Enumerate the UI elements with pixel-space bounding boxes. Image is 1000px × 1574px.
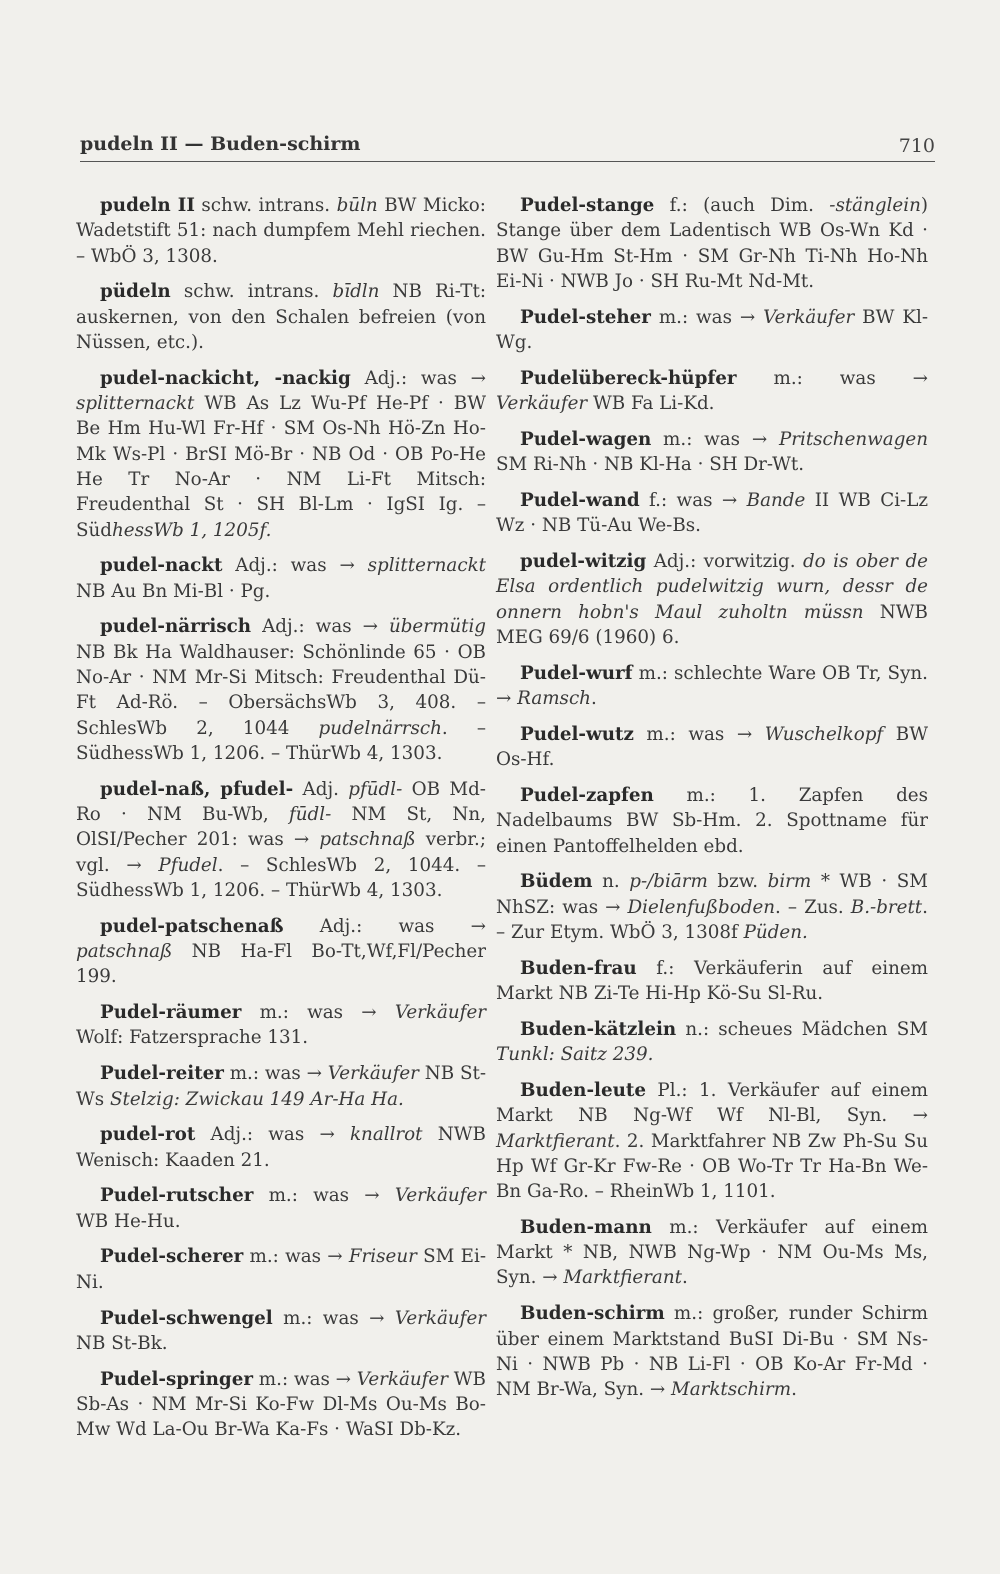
entry-italic-text: Pritschenwagen <box>778 428 928 450</box>
entry-text: ) Stange über dem Ladentisch WB Os-Wn Kd · BW Gu-Hm St-Hm · SM Gr-Nh Ti-Nh Ho-Nh Ei-Ni · NWB Jo · SH Ru-Mt Nd-Mt. <box>496 195 928 292</box>
entry-italic-text: Pfudel <box>158 854 218 876</box>
entry-text: NB Ha-Fl Bo-Tt,Wf,Fl/Pecher 199. <box>76 941 486 988</box>
entry-text: BW Micko: Wadetstift 51: nach dumpfem Mehl riechen. – WbÖ 3, 1308. <box>76 195 486 267</box>
entry-text: Adj.: vorwitzig. <box>646 551 803 573</box>
entry-text: BW Os-Hf. <box>496 723 928 771</box>
entry-headword: Pudel-räumer <box>100 1002 242 1024</box>
entry-italic-text: Marktfierant <box>496 1130 615 1152</box>
entry-italic-text: Friseur <box>348 1246 417 1268</box>
entry-text: * WB · SM NhSZ: was → <box>496 871 928 918</box>
dictionary-entry <box>496 193 928 294</box>
entry-text: n. <box>592 871 630 893</box>
entry-italic-text: Bande <box>746 489 806 511</box>
entry-text: WB Fa Li-Kd. <box>587 393 715 415</box>
entry-italic-text: pfūdl- <box>348 778 403 800</box>
entry-text: . <box>681 1267 688 1289</box>
entry-headword: Pudel-rutscher <box>100 1185 254 1207</box>
entry-text: schw. intrans. <box>194 195 337 216</box>
entry-text: m.: was → <box>650 306 764 328</box>
entry-italic-text: übermütig <box>388 616 486 638</box>
entry-italic-text: B.-brett <box>850 896 923 918</box>
entry-text: Adj.: was → <box>195 1124 350 1146</box>
entry-italic-text: splitternackt <box>76 393 195 415</box>
left-column <box>76 193 486 1453</box>
dictionary-entry <box>496 783 928 859</box>
entry-text: f.: (auch Dim. <box>654 195 830 216</box>
entry-text: Pl.: 1. Verkäufer auf einem Markt NB Ng-Wf Wf Nl-Bl, Syn. → <box>496 1079 928 1127</box>
entry-text: m.: schlechte Ware OB Tr, Syn. → <box>496 662 928 710</box>
right-column <box>496 193 928 1413</box>
entry-text: NWB MEG 69/6 (1960) 6. <box>496 601 928 648</box>
entry-text: m.: was → <box>252 1368 357 1390</box>
entry-italic-text: pudelnärrsch <box>318 717 442 739</box>
running-header <box>80 133 935 163</box>
dictionary-entry <box>76 553 486 604</box>
entry-italic-text: knallrot <box>349 1124 423 1146</box>
entry-headword: Buden-leute <box>520 1079 646 1101</box>
entry-text: . – Zur Etym. WbÖ 3, 1308f <box>496 896 928 943</box>
entry-italic-text: Marktfierant <box>563 1267 682 1289</box>
entry-italic-text: Ramsch <box>517 688 591 710</box>
dictionary-entry <box>496 1215 928 1291</box>
entry-headword: püdeln <box>100 281 171 303</box>
entry-headword: Pudel-reiter <box>100 1063 224 1085</box>
dictionary-entry <box>76 914 486 990</box>
entry-text: Adj.: was → <box>350 367 486 389</box>
entry-text: NM St, Nn, OlSI/Pecher 201: was → <box>76 804 486 851</box>
entry-italic-text: Verkäufer <box>394 1307 486 1329</box>
dictionary-entry <box>76 193 486 269</box>
dictionary-entry <box>496 549 928 650</box>
dictionary-entry <box>496 488 928 539</box>
entry-text: NB Bk Ha Waldhauser: Schönlinde 65 · OB No-Ar · NM Mr-Si Mitsch: Freudenthal Dü-Ft Ad-Rö. – ObersächsWb 3, 408. – SchlesWb 2, 1044 <box>76 641 486 739</box>
entry-text: WB He-Hu. <box>76 1210 181 1232</box>
entry-italic-text: hessWb 1, 1205f. <box>112 519 272 541</box>
entry-text: . 2. Marktfahrer NB Zw Ph-Su Su Hp Wf Gr-Kr Fw-Re · OB Wo-Tr Tr Ha-Bn We-Bn Ga-Ro. – RheinWb 1, 1101. <box>496 1130 928 1203</box>
entry-headword: pudel-patschenaß <box>100 915 284 937</box>
entry-text: m.: was → <box>651 428 779 450</box>
entry-text: NB St-Bk. <box>76 1332 168 1354</box>
entry-text: m.: was → <box>223 1063 328 1085</box>
entry-text: m.: Verkäufer auf einem Markt * NB, NWB Ng-Wp · NM Ou-Ms Ms, Syn. → <box>496 1216 928 1289</box>
dictionary-entry <box>76 279 486 355</box>
entry-headword: Pudel-springer <box>100 1368 253 1390</box>
entry-text: n.: scheues Mädchen SM <box>676 1018 928 1040</box>
entry-headword: pudel-närrisch <box>100 616 252 638</box>
entry-text: Adj.: was → <box>283 915 486 937</box>
entry-italic-text: Verkäufer <box>496 393 588 415</box>
entry-headword: pudel-witzig <box>520 551 647 573</box>
entry-italic-text: Verkäufer <box>394 1185 486 1207</box>
entry-headword: Buden-kätzlein <box>520 1018 677 1040</box>
entry-headword: Pudelübereck-hüpfer <box>520 367 737 389</box>
entry-text: m.: 1. Zapfen des Nadelbaums BW Sb-Hm. 2. Spottname für einen Pantoffelhelden ebd. <box>496 784 928 857</box>
entry-headword: Buden-mann <box>520 1216 652 1238</box>
entry-italic-text: p-/biārm <box>629 871 708 893</box>
entry-headword: pudel-rot <box>100 1124 196 1146</box>
dictionary-entry <box>76 614 486 766</box>
entry-text: Adj.: was → <box>251 616 389 638</box>
entry-italic-text: Verkäufer <box>763 306 855 328</box>
header-rule <box>80 161 935 162</box>
entry-headword: Pudel-wurf <box>520 662 633 684</box>
entry-italic-text: Verkäufer <box>394 1002 486 1024</box>
entry-text: verbr.; vgl. → <box>76 829 486 876</box>
entry-text: WB Sb-As · NM Mr-Si Ko-Fw Dl-Ms Ou-Ms Bo-Mw Wd La-Ou Br-Wa Ka-Fs · WaSI Db-Kz. <box>76 1368 486 1441</box>
entry-text: . – Zus. <box>775 896 851 918</box>
entry-italic-text: Wuschelkopf <box>764 723 884 745</box>
page-number: 710 <box>898 135 935 157</box>
dictionary-entry <box>496 956 928 1007</box>
entry-headword: Pudel-steher <box>520 306 651 328</box>
entry-italic-text: patschnaß <box>76 941 173 963</box>
entry-text: SM Ei-Ni. <box>76 1246 487 1293</box>
entry-text: Adj.: was → <box>222 555 368 577</box>
dictionary-entry <box>496 305 928 356</box>
dictionary-entry <box>76 1061 486 1112</box>
entry-italic-text: splitternackt <box>367 555 486 577</box>
running-title: pudeln II — Buden-schirm <box>80 133 361 155</box>
entry-text: m.: was → <box>736 367 928 389</box>
dictionary-entry <box>76 1367 486 1443</box>
entry-text: . <box>791 1379 797 1401</box>
entry-headword: Buden-schirm <box>520 1303 665 1325</box>
entry-italic-text: Marktschirm <box>670 1379 792 1401</box>
entry-headword: pudel-naß, pfudel- <box>100 778 294 800</box>
dictionary-entry <box>496 661 928 712</box>
entry-italic-text: Verkäufer <box>327 1063 419 1085</box>
entry-text: . <box>590 688 597 710</box>
entry-text: schw. intrans. <box>170 281 333 303</box>
dictionary-entry <box>76 1306 486 1357</box>
entry-text: WB As Lz Wu-Pf He-Pf · BW Be Hm Hu-Wl Fr-Hf · SM Os-Nh Hö-Zn Ho-Mk Ws-Pl · BrSI Mö-Br · NB Od · OB Po-He He Tr No-Ar · NM Li-Ft Mitsch: Freudenthal St · SH Bl-Lm · IgSI Ig. – Süd <box>76 393 486 541</box>
dictionary-entry <box>76 777 486 903</box>
entry-italic-text: Tunkl: Saitz 239. <box>496 1044 654 1066</box>
entry-italic-text: -stänglein <box>829 195 921 216</box>
dictionary-entry <box>76 1122 486 1173</box>
entry-italic-text: Stelzig: Zwickau 149 Ar-Ha Ha. <box>109 1088 404 1110</box>
dictionary-entry <box>76 1000 486 1051</box>
entry-text: m.: was → <box>243 1246 349 1268</box>
entry-text: m.: was → <box>253 1185 395 1207</box>
entry-headword: pudel-nackicht, -nackig <box>100 367 351 389</box>
entry-text: m.: was → <box>241 1002 395 1024</box>
entry-headword: Buden-frau <box>520 957 637 979</box>
entry-headword: pudel-nackt <box>100 555 223 577</box>
entry-text: BW Kl-Wg. <box>496 306 928 353</box>
entry-italic-text: bīdln <box>332 281 380 303</box>
entry-text: NB Au Bn Mi-Bl · Pg. <box>76 580 271 602</box>
entry-headword: Pudel-zapfen <box>520 784 654 806</box>
entry-text: f.: Verkäuferin auf einem Markt NB Zi-Te Hi-Hp Kö-Su Sl-Ru. <box>496 957 928 1005</box>
entry-text: . – SchlesWb 2, 1044. – SüdhessWb 1, 1206. – ThürWb 4, 1303. <box>76 854 486 901</box>
dictionary-entry <box>496 1301 928 1402</box>
entry-text: m.: was → <box>633 723 765 745</box>
entry-headword: Büdem <box>520 871 593 893</box>
dictionary-entry <box>496 427 928 478</box>
dictionary-entry <box>496 1017 928 1068</box>
entry-text: OB Md-Ro · NM Bu-Wb, <box>76 778 486 826</box>
dictionary-entry <box>496 366 928 417</box>
entry-italic-text: Verkäufer <box>356 1368 448 1390</box>
entry-italic-text: fūdl- <box>288 804 332 826</box>
entry-text: . – SüdhessWb 1, 1206. – ThürWb 4, 1303. <box>76 717 486 764</box>
dictionary-entry <box>496 1078 928 1204</box>
entry-text: SM Ri-Nh · NB Kl-Ha · SH Dr-Wt. <box>496 454 805 476</box>
entry-text: NWB Wenisch: Kaaden 21. <box>76 1124 486 1171</box>
dictionary-entry <box>76 1183 486 1234</box>
entry-italic-text: birm <box>767 871 812 893</box>
entry-text: Wolf: Fatzersprache 131. <box>76 1027 309 1049</box>
entry-text: m.: großer, runder Schirm über einem Marktstand BuSI Di-Bu · SM Ns-Ni · NWB Pb · NB Li-Fl · OB Ko-Ar Fr-Md · NM Br-Wa, Syn. → <box>496 1303 928 1401</box>
dictionary-entry <box>76 1244 486 1295</box>
entry-text: f.: was → <box>639 489 747 511</box>
entry-headword: Pudel-schwengel <box>100 1307 273 1329</box>
entry-italic-text: Püden. <box>743 921 808 943</box>
entry-text: NB Ri-Tt: auskernen, von den Schalen befreien (von Nüssen, etc.). <box>76 281 486 353</box>
entry-text: Adj. <box>293 778 349 800</box>
entry-headword: pudeln II <box>100 195 195 216</box>
dictionary-entry <box>496 722 928 773</box>
entry-italic-text: patschnaß <box>319 829 416 851</box>
dictionary-entry <box>496 869 928 945</box>
dictionary-entry <box>76 366 486 543</box>
entry-headword: Pudel-stange <box>520 195 655 216</box>
entry-text: II WB Ci-Lz Wz · NB Tü-Au We-Bs. <box>496 489 929 537</box>
entry-text: bzw. <box>707 871 768 893</box>
entry-headword: Pudel-wagen <box>520 428 652 450</box>
entry-text: m.: was → <box>272 1307 395 1329</box>
entry-headword: Pudel-wutz <box>520 723 634 745</box>
entry-italic-text: do is ober de Elsa ordentlich pudelwitzig wurn, dessr de onnern hobn's Maul zuholtn müssn <box>496 551 928 623</box>
entry-italic-text: Dielenfußboden <box>627 896 776 918</box>
entry-headword: Pudel-wand <box>520 489 640 511</box>
entry-italic-text: būln <box>336 195 378 216</box>
entry-text: NB St-Ws <box>76 1063 487 1110</box>
entry-headword: Pudel-scherer <box>100 1246 244 1268</box>
